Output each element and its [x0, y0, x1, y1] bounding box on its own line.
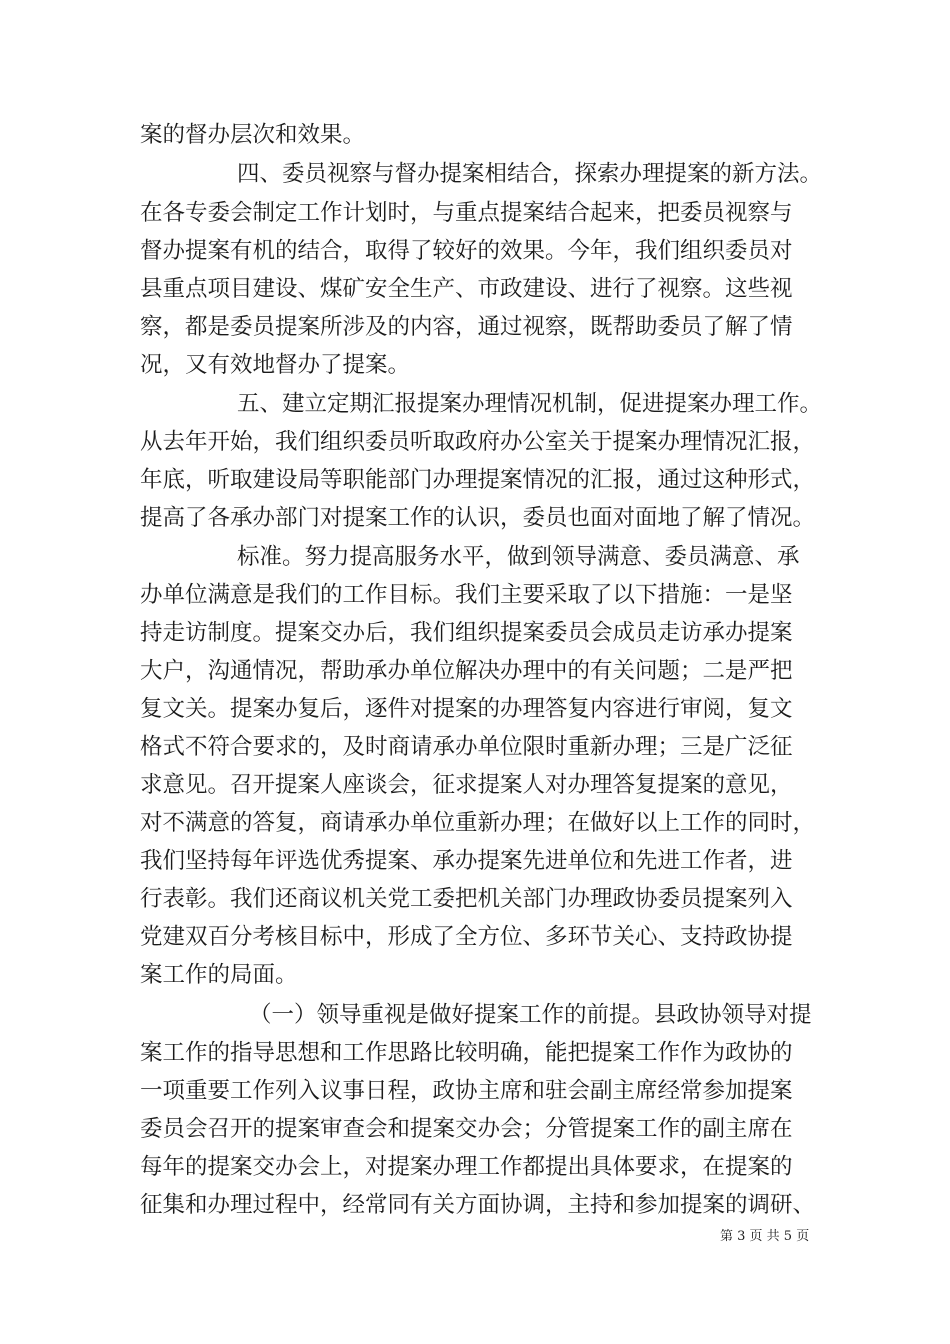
paragraph-heading-5: 五、建立定期汇报提案办理情况机制，促进提案办理工作。: [237, 391, 823, 417]
text-line: 办单位满意是我们的工作目标。我们主要采取了以下措施：一是坚: [140, 582, 793, 608]
paragraph-heading-4: 四、委员视察与督办提案相结合，探索办理提案的新方法。: [237, 161, 823, 187]
text-line: 对不满意的答复，商请承办单位重新办理；在做好以上工作的同时，: [140, 810, 816, 836]
text-line: 求意见。召开提案人座谈会，征求提案人对办理答复提案的意见，: [140, 772, 793, 798]
text-line: 案的督办层次和效果。: [140, 122, 366, 148]
text-line: 征集和办理过程中，经常同有关方面协调，主持和参加提案的调研、: [140, 1192, 816, 1218]
text-line: 在各专委会制定工作计划时，与重点提案结合起来，把委员视察与: [140, 200, 793, 226]
text-line: 委员会召开的提案审查会和提案交办会；分管提案工作的副主席在: [140, 1116, 793, 1142]
text-line: 一项重要工作列入议事日程，政协主席和驻会副主席经常参加提案: [140, 1078, 793, 1104]
text-line: 县重点项目建设、煤矿安全生产、市政建设、进行了视察。这些视: [140, 276, 793, 302]
text-line: 案工作的指导思想和工作思路比较明确，能把提案工作作为政协的: [140, 1040, 793, 1066]
paragraph-heading-1: （一）领导重视是做好提案工作的前提。县政协领导对提: [249, 1002, 812, 1028]
text-line: 持走访制度。提案交办后，我们组织提案委员会成员走访承办提案: [140, 620, 793, 646]
text-line: 况，又有效地督办了提案。: [140, 352, 411, 378]
text-line: 格式不符合要求的，及时商请承办单位限时重新办理；三是广泛征: [140, 734, 793, 760]
text-line: 复文关。提案办复后，逐件对提案的办理答复内容进行审阅，复文: [140, 696, 793, 722]
text-line: 提高了各承办部门对提案工作的认识，委员也面对面地了解了情况。: [140, 505, 816, 531]
text-line: 我们坚持每年评选优秀提案、承办提案先进单位和先进工作者，进: [140, 848, 793, 874]
text-line: 察，都是委员提案所涉及的内容，通过视察，既帮助委员了解了情: [140, 314, 793, 340]
text-line: 督办提案有机的结合，取得了较好的效果。今年，我们组织委员对: [140, 238, 793, 264]
text-line: 年底，听取建设局等职能部门办理提案情况的汇报，通过这种形式，: [140, 467, 816, 493]
text-line: 党建双百分考核目标中，形成了全方位、多环节关心、支持政协提: [140, 924, 793, 950]
text-line: 每年的提案交办会上，对提案办理工作都提出具体要求，在提案的: [140, 1154, 793, 1180]
text-line: 大户，沟通情况，帮助承办单位解决办理中的有关问题；二是严把: [140, 658, 793, 684]
page-number: 第 3 页 共 5 页: [720, 1229, 810, 1244]
text-line: 行表彰。我们还商议机关党工委把机关部门办理政协委员提案列入: [140, 886, 793, 912]
text-line: 案工作的局面。: [140, 962, 298, 988]
paragraph-start: 标准。努力提高服务水平，做到领导满意、委员满意、承: [237, 544, 800, 570]
text-line: 从去年开始，我们组织委员听取政府办公室关于提案办理情况汇报，: [140, 429, 816, 455]
